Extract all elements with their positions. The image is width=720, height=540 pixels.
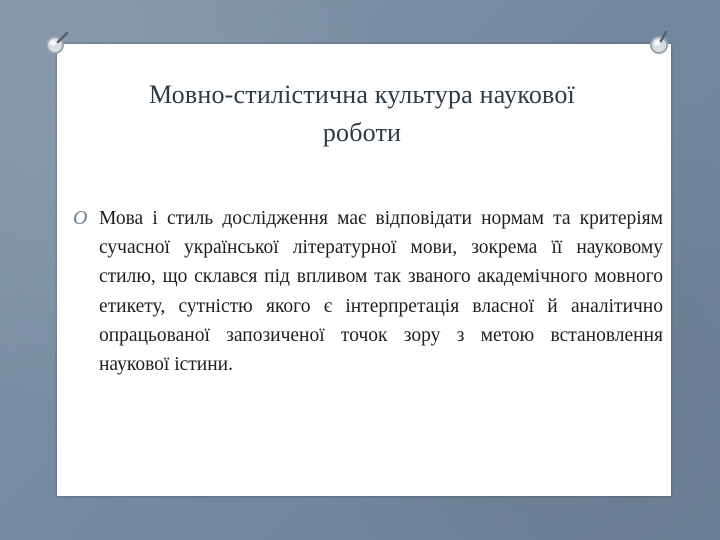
pin-icon xyxy=(646,30,672,56)
bullet-text: Мова і стиль дослідження має відповідати нормам та критеріям сучасної української літературної мови, зокрема її науковому стилю, що склався під впливом так званого академічного мовного етикету, сутністю якого є інтерпретація власної й аналітично опрацьованої запозиченої точок зору з метою встановлення наукової істини. xyxy=(99,208,663,376)
bullet-icon: O xyxy=(73,207,88,229)
bullet-item xyxy=(73,204,663,379)
pin-icon xyxy=(44,30,70,56)
title-line: Мовно-стилістична культура наукової xyxy=(149,80,575,109)
slide-title xyxy=(62,76,662,152)
title-line: роботи xyxy=(322,118,402,147)
